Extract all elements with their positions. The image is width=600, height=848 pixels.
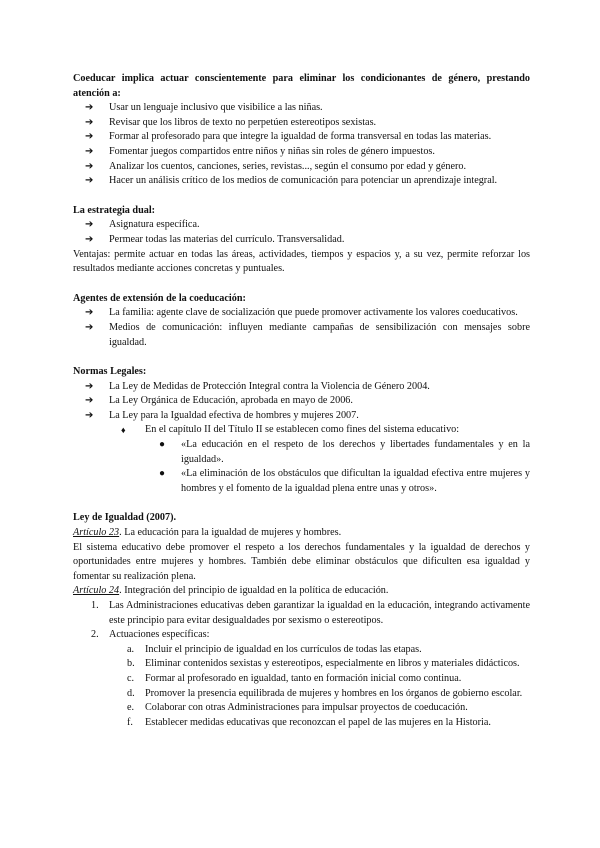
list-item [73, 643, 530, 658]
arrow-bullet-icon: ➔ [85, 395, 94, 407]
numbered-list [73, 599, 530, 643]
list-item [73, 380, 530, 395]
circle-bullet-icon: ● [159, 439, 166, 451]
list-item [73, 160, 530, 175]
list-item-text: Hacer un análisis crítico de los medios de comunicación para potenciar un aprendizaje integral. [109, 175, 498, 187]
section-heading: La estrategia dual: [73, 204, 156, 216]
section-agentes [73, 292, 530, 350]
list-item-text: Medios de comunicación: influyen mediante campañas de sensibilización con mensajes sobre igualdad. [109, 321, 530, 348]
list-item [73, 145, 530, 160]
arrow-bullet-icon: ➔ [85, 131, 94, 143]
list-item [73, 218, 530, 233]
paragraph-ventajas: Ventajas: permite actuar en todas las áreas, actividades, tiempos y espacios y, a su vez, permite reforzar los resultados mediante acciones concretas y puntuales. [73, 248, 530, 275]
article-24-title [73, 584, 530, 599]
section-heading: Normas Legales: [73, 366, 147, 378]
list-item-text: La familia: agente clave de socialización que puede promover activamente los valores coeducativos. [109, 307, 518, 319]
list-letter: c. [127, 672, 135, 684]
bullet-list [145, 438, 530, 496]
list-item [73, 657, 530, 672]
arrow-bullet-icon: ➔ [85, 175, 94, 187]
list-item-text: Las Administraciones educativas deben garantizar la igualdad en la educación, integrando activamente este principio para evitar desigualdades por sexismo o estereotipos. [109, 600, 530, 626]
list-item-text: Formar al profesorado para que integre la igualdad de forma transversal en todas las materias. [109, 131, 492, 143]
section-coeducar [73, 72, 530, 189]
list-item [73, 599, 530, 628]
list-item-text: Analizar los cuentos, canciones, series, revistas..., según el consumo por edad y género. [109, 160, 467, 172]
arrow-list [73, 101, 530, 189]
list-item [73, 101, 530, 116]
arrow-bullet-icon: ➔ [85, 307, 94, 319]
section-heading: Coeducar implica actuar conscientemente para eliminar los condicionantes de género, prestando atención a: [73, 73, 530, 99]
section-ley-igualdad [73, 511, 530, 730]
list-number: 2. [91, 629, 99, 641]
list-letter: e. [127, 702, 135, 714]
list-item [73, 672, 530, 687]
section-normas [73, 365, 530, 496]
list-letter: d. [127, 687, 135, 699]
list-letter: f. [127, 716, 133, 728]
article-24-label: Artículo 24 [73, 585, 120, 597]
list-item-text: La Ley para la Igualdad efectiva de hombres y mujeres 2007. [109, 409, 359, 421]
list-item [73, 174, 530, 189]
list-item-text: Promover la presencia equilibrada de mujeres y hombres en los órganos de gobierno escolar. [145, 687, 523, 699]
list-item-text: Incluir el principio de igualdad en los currículos de todas las etapas. [145, 643, 422, 655]
list-item [73, 116, 530, 131]
arrow-list [73, 306, 530, 350]
document-content [73, 72, 530, 745]
list-item-text: Permear todas las materias del currículo. Transversalidad. [109, 233, 345, 245]
list-item [73, 409, 530, 424]
list-item-text: Actuaciones específicas: [109, 629, 210, 641]
list-item [73, 233, 530, 248]
diamond-list [109, 423, 530, 496]
list-item-text: Formar al profesorado en igualdad, tanto en formación inicial como continua. [145, 672, 462, 684]
list-item-text: La Ley de Medidas de Protección Integral contra la Violencia de Género 2004. [109, 380, 430, 392]
list-item-text: Fomentar juegos compartidos entre niños y niñas sin roles de género impuestos. [109, 145, 435, 157]
section-heading: Ley de Igualdad (2007). [73, 512, 177, 524]
list-item-text: La Ley Orgánica de Educación, aprobada en mayo de 2006. [109, 395, 353, 407]
list-item-text: Establecer medidas educativas que reconozcan el papel de las mujeres en la Historia. [145, 716, 491, 728]
circle-bullet-icon: ● [159, 468, 166, 480]
arrow-bullet-icon: ➔ [85, 219, 94, 231]
list-item [73, 394, 530, 409]
article-23-label: Artículo 23 [73, 527, 120, 539]
diamond-bullet-icon: ♦ [121, 425, 126, 436]
list-item-text: «La educación en el respeto de los derechos y libertades fundamentales y en la igualdad». [181, 439, 530, 465]
list-item [73, 687, 530, 702]
section-estrategia [73, 204, 530, 277]
list-item [109, 423, 530, 496]
list-item [73, 130, 530, 145]
list-item [73, 321, 530, 350]
article-23-text: El sistema educativo debe promover el respeto a los derechos fundamentales y la igualdad de derechos y oportunidades entre mujeres y hombres. También debe eliminar obstáculos que dificulten esa igualdad y fomentar su realización plena. [73, 541, 530, 582]
list-item-text: Revisar que los libros de texto no perpetúen estereotipos sexistas. [109, 116, 377, 128]
list-item-text: Colaborar con otras Administraciones para impulsar proyectos de coeducación. [145, 702, 468, 714]
article-23-title [73, 526, 530, 541]
arrow-bullet-icon: ➔ [85, 145, 94, 157]
list-item-text: Asignatura específica. [109, 219, 200, 231]
list-item [73, 716, 530, 731]
list-item-text: Eliminar contenidos sexistas y estereotipos, especialmente en libros y materiales didácticos. [145, 658, 520, 670]
list-item [73, 306, 530, 321]
list-letter: b. [127, 658, 135, 670]
list-item-text: En el capítulo II del Título II se establecen como fines del sistema educativo: [145, 424, 460, 436]
list-item [73, 628, 530, 643]
arrow-bullet-icon: ➔ [85, 160, 94, 172]
article-24-title-text: . Integración del principio de igualdad en la política de educación. [119, 585, 389, 597]
list-number: 1. [91, 600, 99, 611]
list-item-text: «La eliminación de los obstáculos que dificultan la igualdad efectiva entre mujeres y hombres y el fomento de la igualdad plena entre unas y otros». [181, 468, 530, 494]
article-23-title-text: . La educación para la igualdad de mujeres y hombres. [119, 527, 342, 539]
section-heading: Agentes de extensión de la coeducación: [73, 292, 246, 304]
lettered-list [73, 643, 530, 731]
arrow-list [73, 380, 530, 424]
arrow-list [73, 218, 530, 247]
arrow-bullet-icon: ➔ [85, 380, 94, 392]
list-item [145, 438, 530, 467]
arrow-bullet-icon: ➔ [85, 233, 94, 245]
list-item [73, 701, 530, 716]
list-letter: a. [127, 643, 135, 655]
arrow-bullet-icon: ➔ [85, 102, 94, 114]
arrow-bullet-icon: ➔ [85, 116, 94, 128]
list-item-text: Usar un lenguaje inclusivo que visibilice a las niñas. [109, 102, 323, 114]
arrow-bullet-icon: ➔ [85, 321, 94, 333]
list-item [145, 467, 530, 496]
arrow-bullet-icon: ➔ [85, 409, 94, 421]
